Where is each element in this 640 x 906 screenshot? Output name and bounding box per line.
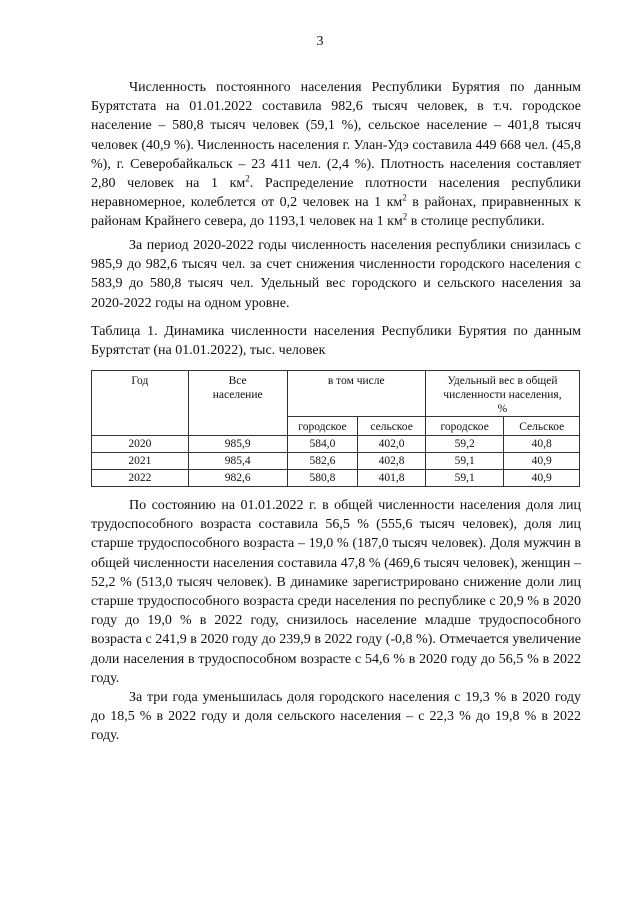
- table-row: 2020 985,9 584,0 402,0 59,2 40,8: [92, 436, 580, 453]
- paragraph-three-years: За три года уменьшилась доля городского населения с 19,3 % в 2020 году до 18,5 % в 2022 году и доля сельского населения – с 22,3 % до 19,8 % в 2022 году.: [91, 690, 581, 744]
- page-number: 3: [316, 34, 324, 49]
- table-row: 2021 985,4 582,6 402,8 59,1 40,9: [92, 453, 580, 470]
- paragraph-population: Численность постоянного населения Республики Бурятия по данным Бурятстата на 01.01.2022 составила 982,6 тысяч человек, в т.ч. городское население – 580,8 тысяч человек (59,1 %), сельское население – 401,8 тысяч человек (40,9 %). Численность населения г. Улан-Удэ составила 449 668 чел. (45,8 %), г. Северобайкальск – 23 411 чел. (2,4 %). Плотность населения составляет 2,80 человек на 1 $км^2$. Распределение плотности населения республики неравномерное, колеблется от 0,2 человек на 1 $км^2$ в районах, приравненных к районам Крайнего севера, до 1193,1 человек на 1 $км^2$ в столице республики.: [91, 80, 582, 230]
- demographics-text: [91, 496, 581, 746]
- table-caption: Таблица 1. Динамика численности населения Республики Бурятия по данным Бурятстат (на 01.01.2022), тыс. человек: [91, 324, 581, 359]
- header-rural-share: Сельское: [504, 417, 580, 436]
- paragraph-period: За период 2020-2022 годы численность населения республики снизилась с 985,9 до 982,6 тысяч чел. за счет снижения численности городского населения с 583,9 до 580,8 тысяч чел. Удельный вес городского и сельского населения за 2020-2022 годы на одном уровне.: [91, 238, 581, 311]
- header-total: Все население: [188, 371, 287, 436]
- paragraph-working-age: По состоянию на 01.01.2022 г. в общей численности населения доля лиц трудоспособного возраста составила 56,5 % (555,6 тысяч человек), доля лиц старше трудоспособного возраста – 19,0 % (187,0 тысяч человек). Доля мужчин в общей численности населения составила 47,8 % (469,6 тысяч человек), женщин – 52,2 % (513,0 тысяч человек). В динамике зарегистрировано снижение доли лиц старше трудоспособного возраста среди населения по республике с 20,9 % в 2020 году до 19,0 % в 2022 году, снизилось население младше трудоспособного возраста с 241,9 в 2020 году до 239,9 в 2022 году (-0,8 %). Отмечается увеличение доли населения в трудоспособном возрасте с 54,6 % в 2020 году до 56,5 % в 2022 году.: [91, 498, 581, 686]
- header-including: в том числе: [287, 371, 425, 417]
- period-text: [91, 236, 581, 313]
- table-header-row: [92, 371, 580, 417]
- intro-text: [91, 78, 581, 232]
- header-rural: сельское: [358, 417, 426, 436]
- header-urban-share: городское: [425, 417, 504, 436]
- header-urban: городское: [287, 417, 358, 436]
- header-share: Удельный вес в общей численности населения, %: [425, 371, 579, 417]
- table-row: 2022 982,6 580,8 401,8 59,1 40,9: [92, 470, 580, 487]
- population-table: [91, 370, 580, 487]
- header-year: Год: [92, 371, 189, 436]
